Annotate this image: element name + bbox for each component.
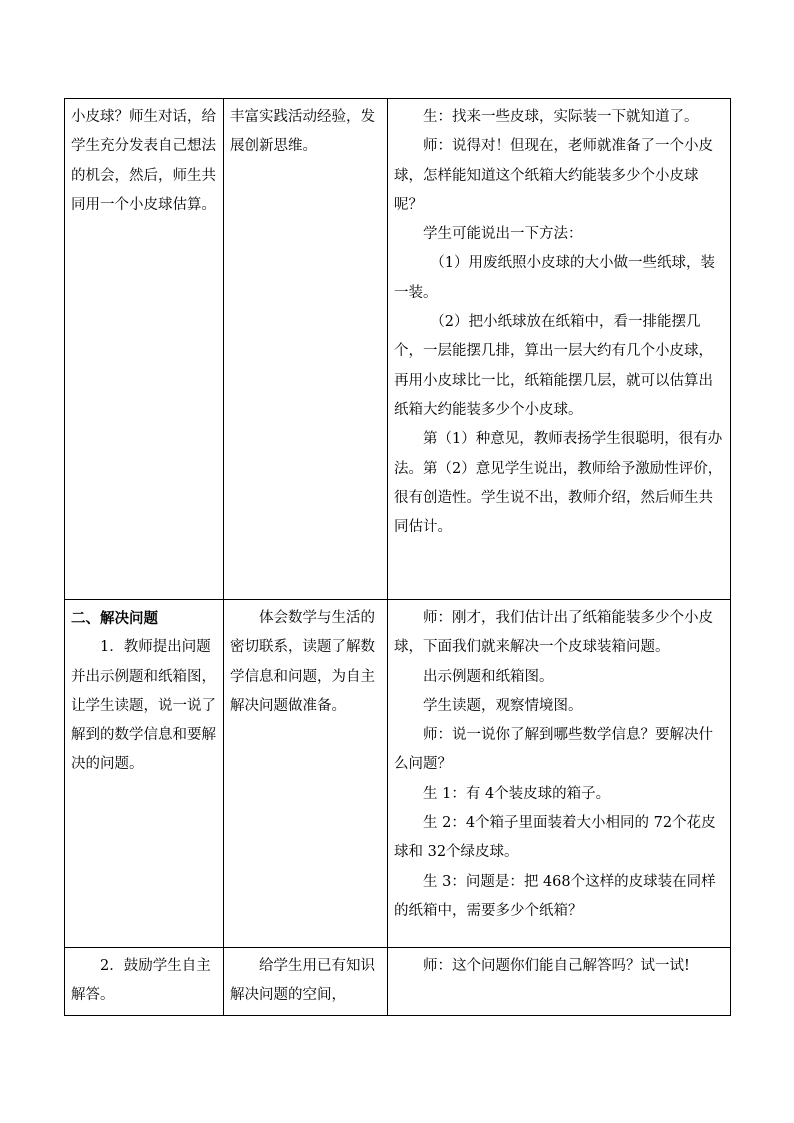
activity-cell xyxy=(65,99,224,600)
paragraph: 生 3：问题是：把 468个这样的皮球装在同样的纸箱中，需要多少个纸箱？ xyxy=(394,873,716,919)
activity-cell xyxy=(65,948,224,1016)
paragraph: 师：说得对！但现在，老师就准备了一个小皮球，怎样能知道这个纸箱大约能装多少个小皮球呢？ xyxy=(394,138,713,213)
process-cell xyxy=(388,600,731,948)
paragraph: （2）把小纸球放在纸箱中，看一排能摆几个，一层能摆几排，算出一层大约有几个小皮球，再用小皮球比一比，纸箱能摆几层，就可以估算出纸箱大约能装多少个小皮球。 xyxy=(394,314,713,418)
intent-cell xyxy=(224,600,388,948)
paragraph: 学生可能说出一下方法： xyxy=(423,226,583,243)
paragraph: 出示例题和纸箱图。 xyxy=(423,668,554,685)
paragraph: 体会数学与生活的密切联系，读题了解数学信息和问题，为自主解决问题做准备。 xyxy=(230,610,375,714)
paragraph: 学生读题，观察情境图。 xyxy=(423,697,583,714)
paragraph: 生 1：有 4个装皮球的箱子。 xyxy=(423,785,611,802)
activity-cell xyxy=(65,600,224,948)
paragraph: 师：刚才，我们估计出了纸箱能装多少个小皮球，下面我们就来解决一个皮球装箱问题。 xyxy=(394,610,713,656)
paragraph: 丰富实践活动经验，发展创新思维。 xyxy=(230,109,375,155)
section-heading: 二、解决问题 xyxy=(71,610,158,627)
paragraph: 生 2：4个箱子里面装着大小相同的 72个花皮球和 32个绿皮球。 xyxy=(394,815,716,861)
table-row xyxy=(65,99,731,600)
intent-cell xyxy=(224,948,388,1016)
table-row xyxy=(65,948,731,1016)
lesson-plan-table xyxy=(64,98,731,1016)
paragraph: 生：找来一些皮球，实际装一下就知道了。 xyxy=(423,109,699,125)
paragraph: 1．教师提出问题并出示例题和纸箱图，让学生读题，说一说了解到的数学信息和要解决的问题。 xyxy=(71,639,216,773)
paragraph: 第（1）种意见，教师表扬学生很聪明，很有办法。第（2）意见学生说出，教师给予激励性评价，很有创造性。学生说不出，教师介绍，然后师生共同估计。 xyxy=(394,431,723,536)
paragraph: 给学生用已有知识解决问题的空间， xyxy=(230,958,375,1004)
table-row xyxy=(65,600,731,948)
process-cell xyxy=(388,99,731,600)
paragraph: 师：说一说你了解到哪些数学信息？要解决什么问题？ xyxy=(394,727,713,773)
paragraph: 2．鼓励学生自主解答。 xyxy=(71,958,211,1004)
paragraph: 师：这个问题你们能自己解答吗？试一试! xyxy=(423,958,690,974)
process-cell xyxy=(388,948,731,1016)
intent-cell xyxy=(224,99,388,600)
paragraph: （1）用废纸照小皮球的大小做一些纸球，装一装。 xyxy=(394,255,715,301)
paragraph: 小皮球？师生对话，给学生充分发表自己想法的机会，然后，师生共同用一个小皮球估算。 xyxy=(71,109,216,213)
